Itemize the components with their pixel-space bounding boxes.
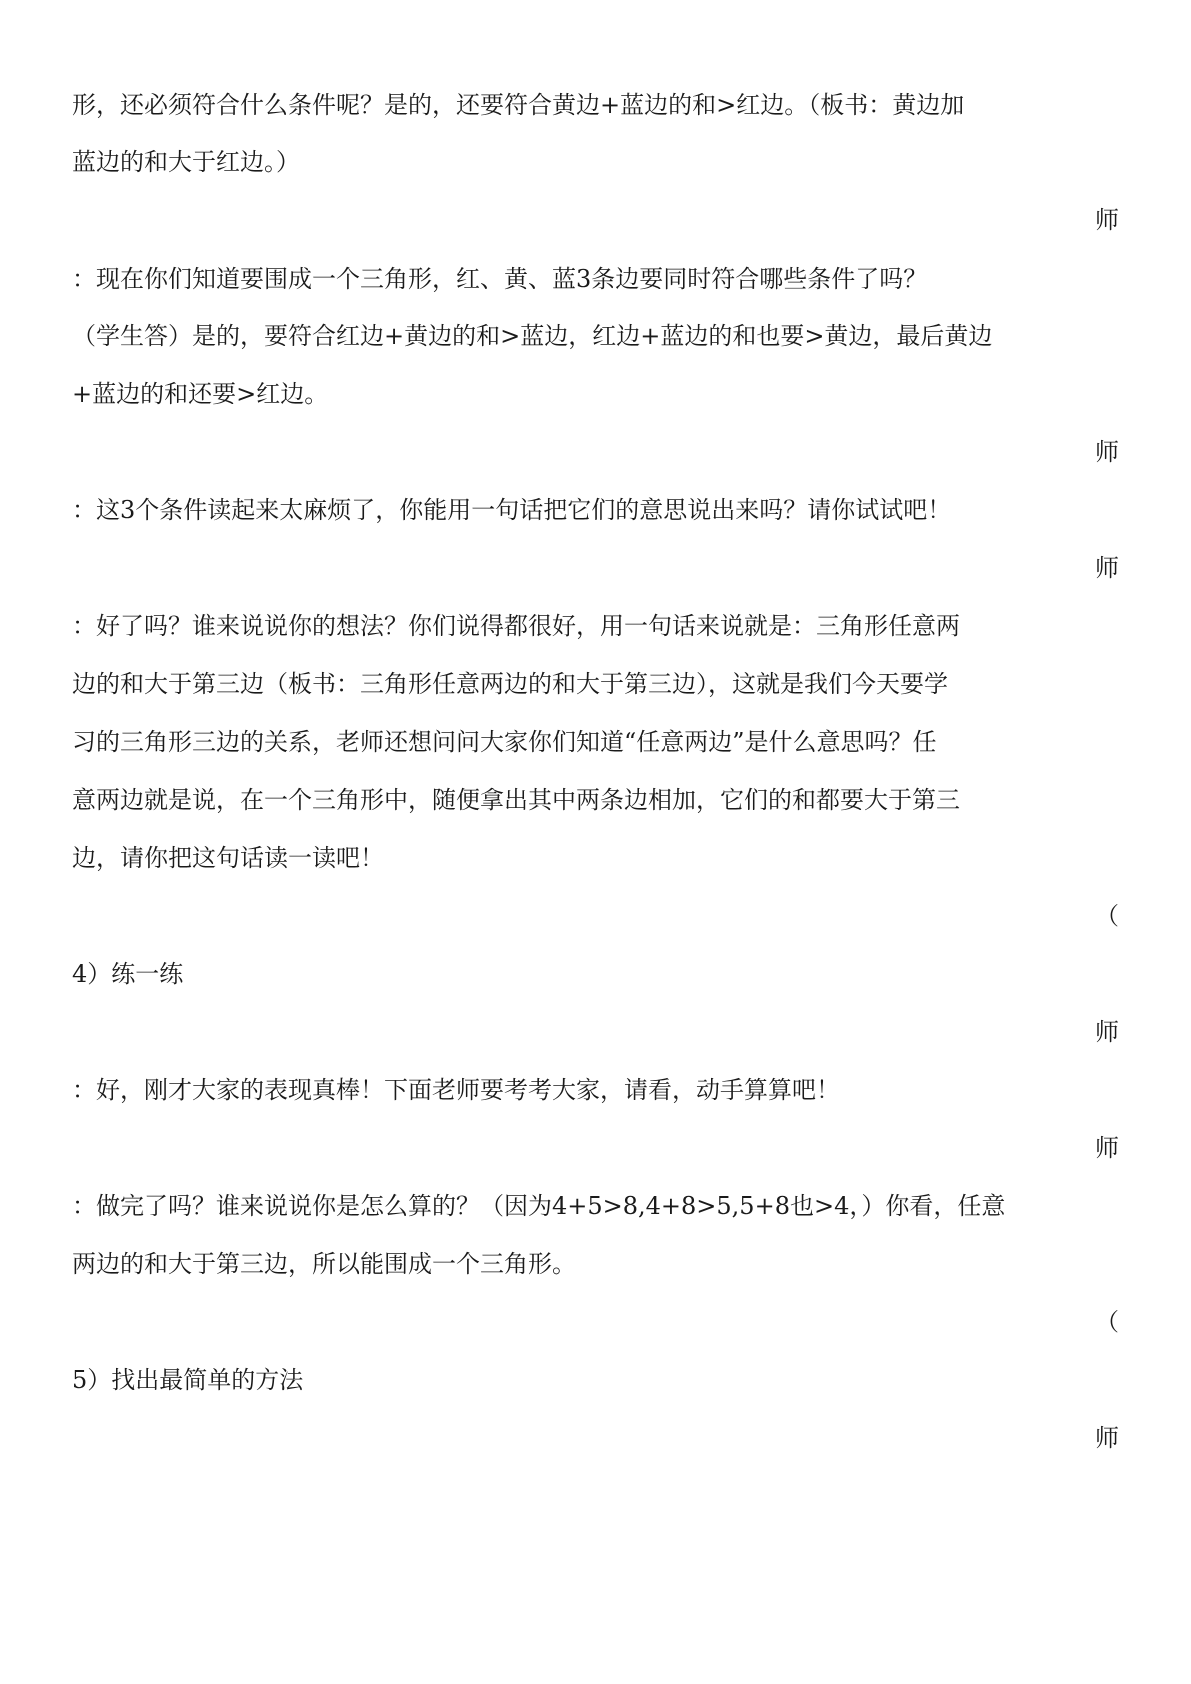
text-line: 蓝边的和大于红边。）: [72, 148, 300, 176]
text-line: （学生答）是的，要符合红边+黄边的和>蓝边，红边+蓝边的和也要>黄边，最后黄边: [72, 322, 993, 350]
speaker-label: 师: [1095, 438, 1119, 466]
text-line: ：好，刚才大家的表现真棒！下面老师要考考大家，请看，动手算算吧！: [72, 1076, 840, 1104]
section-paren: （: [1095, 902, 1119, 930]
speaker-label: 师: [1095, 206, 1119, 234]
text-line: +蓝边的和还要>红边。: [72, 380, 329, 408]
text-line: 两边的和大于第三边，所以能围成一个三角形。: [72, 1250, 576, 1278]
speaker-label: 师: [1095, 554, 1119, 582]
section-paren: （: [1095, 1308, 1119, 1336]
text-line: 习的三角形三边的关系，老师还想问问大家你们知道“任意两边”是什么意思吗？任: [72, 728, 937, 756]
text-line: 意两边就是说，在一个三角形中，随便拿出其中两条边相加，它们的和都要大于第三: [72, 786, 960, 814]
speaker-label: 师: [1095, 1018, 1119, 1046]
text-line: 边，请你把这句话读一读吧！: [72, 844, 384, 872]
text-line: 形，还必须符合什么条件呢？是的，还要符合黄边+蓝边的和>红边。（板书：黄边加: [72, 91, 965, 119]
section-heading: 4）练一练: [72, 960, 184, 988]
text-line: ：做完了吗？谁来说说你是怎么算的？（因为4+5>8,4+8>5,5+8也>4，）你看，任意: [72, 1192, 1006, 1220]
speaker-label: 师: [1095, 1134, 1119, 1162]
speaker-label: 师: [1095, 1424, 1119, 1452]
text-line: ：现在你们知道要围成一个三角形，红、黄、蓝3条边要同时符合哪些条件了吗？: [72, 265, 928, 293]
text-line: 边的和大于第三边（板书：三角形任意两边的和大于第三边），这就是我们今天要学: [72, 670, 948, 698]
text-line: ：好了吗？谁来说说你的想法？你们说得都很好，用一句话来说就是：三角形任意两: [72, 612, 960, 640]
text-line: ：这3个条件读起来太麻烦了，你能用一句话把它们的意思说出来吗？请你试试吧！: [72, 496, 952, 524]
section-heading: 5）找出最简单的方法: [72, 1366, 304, 1394]
